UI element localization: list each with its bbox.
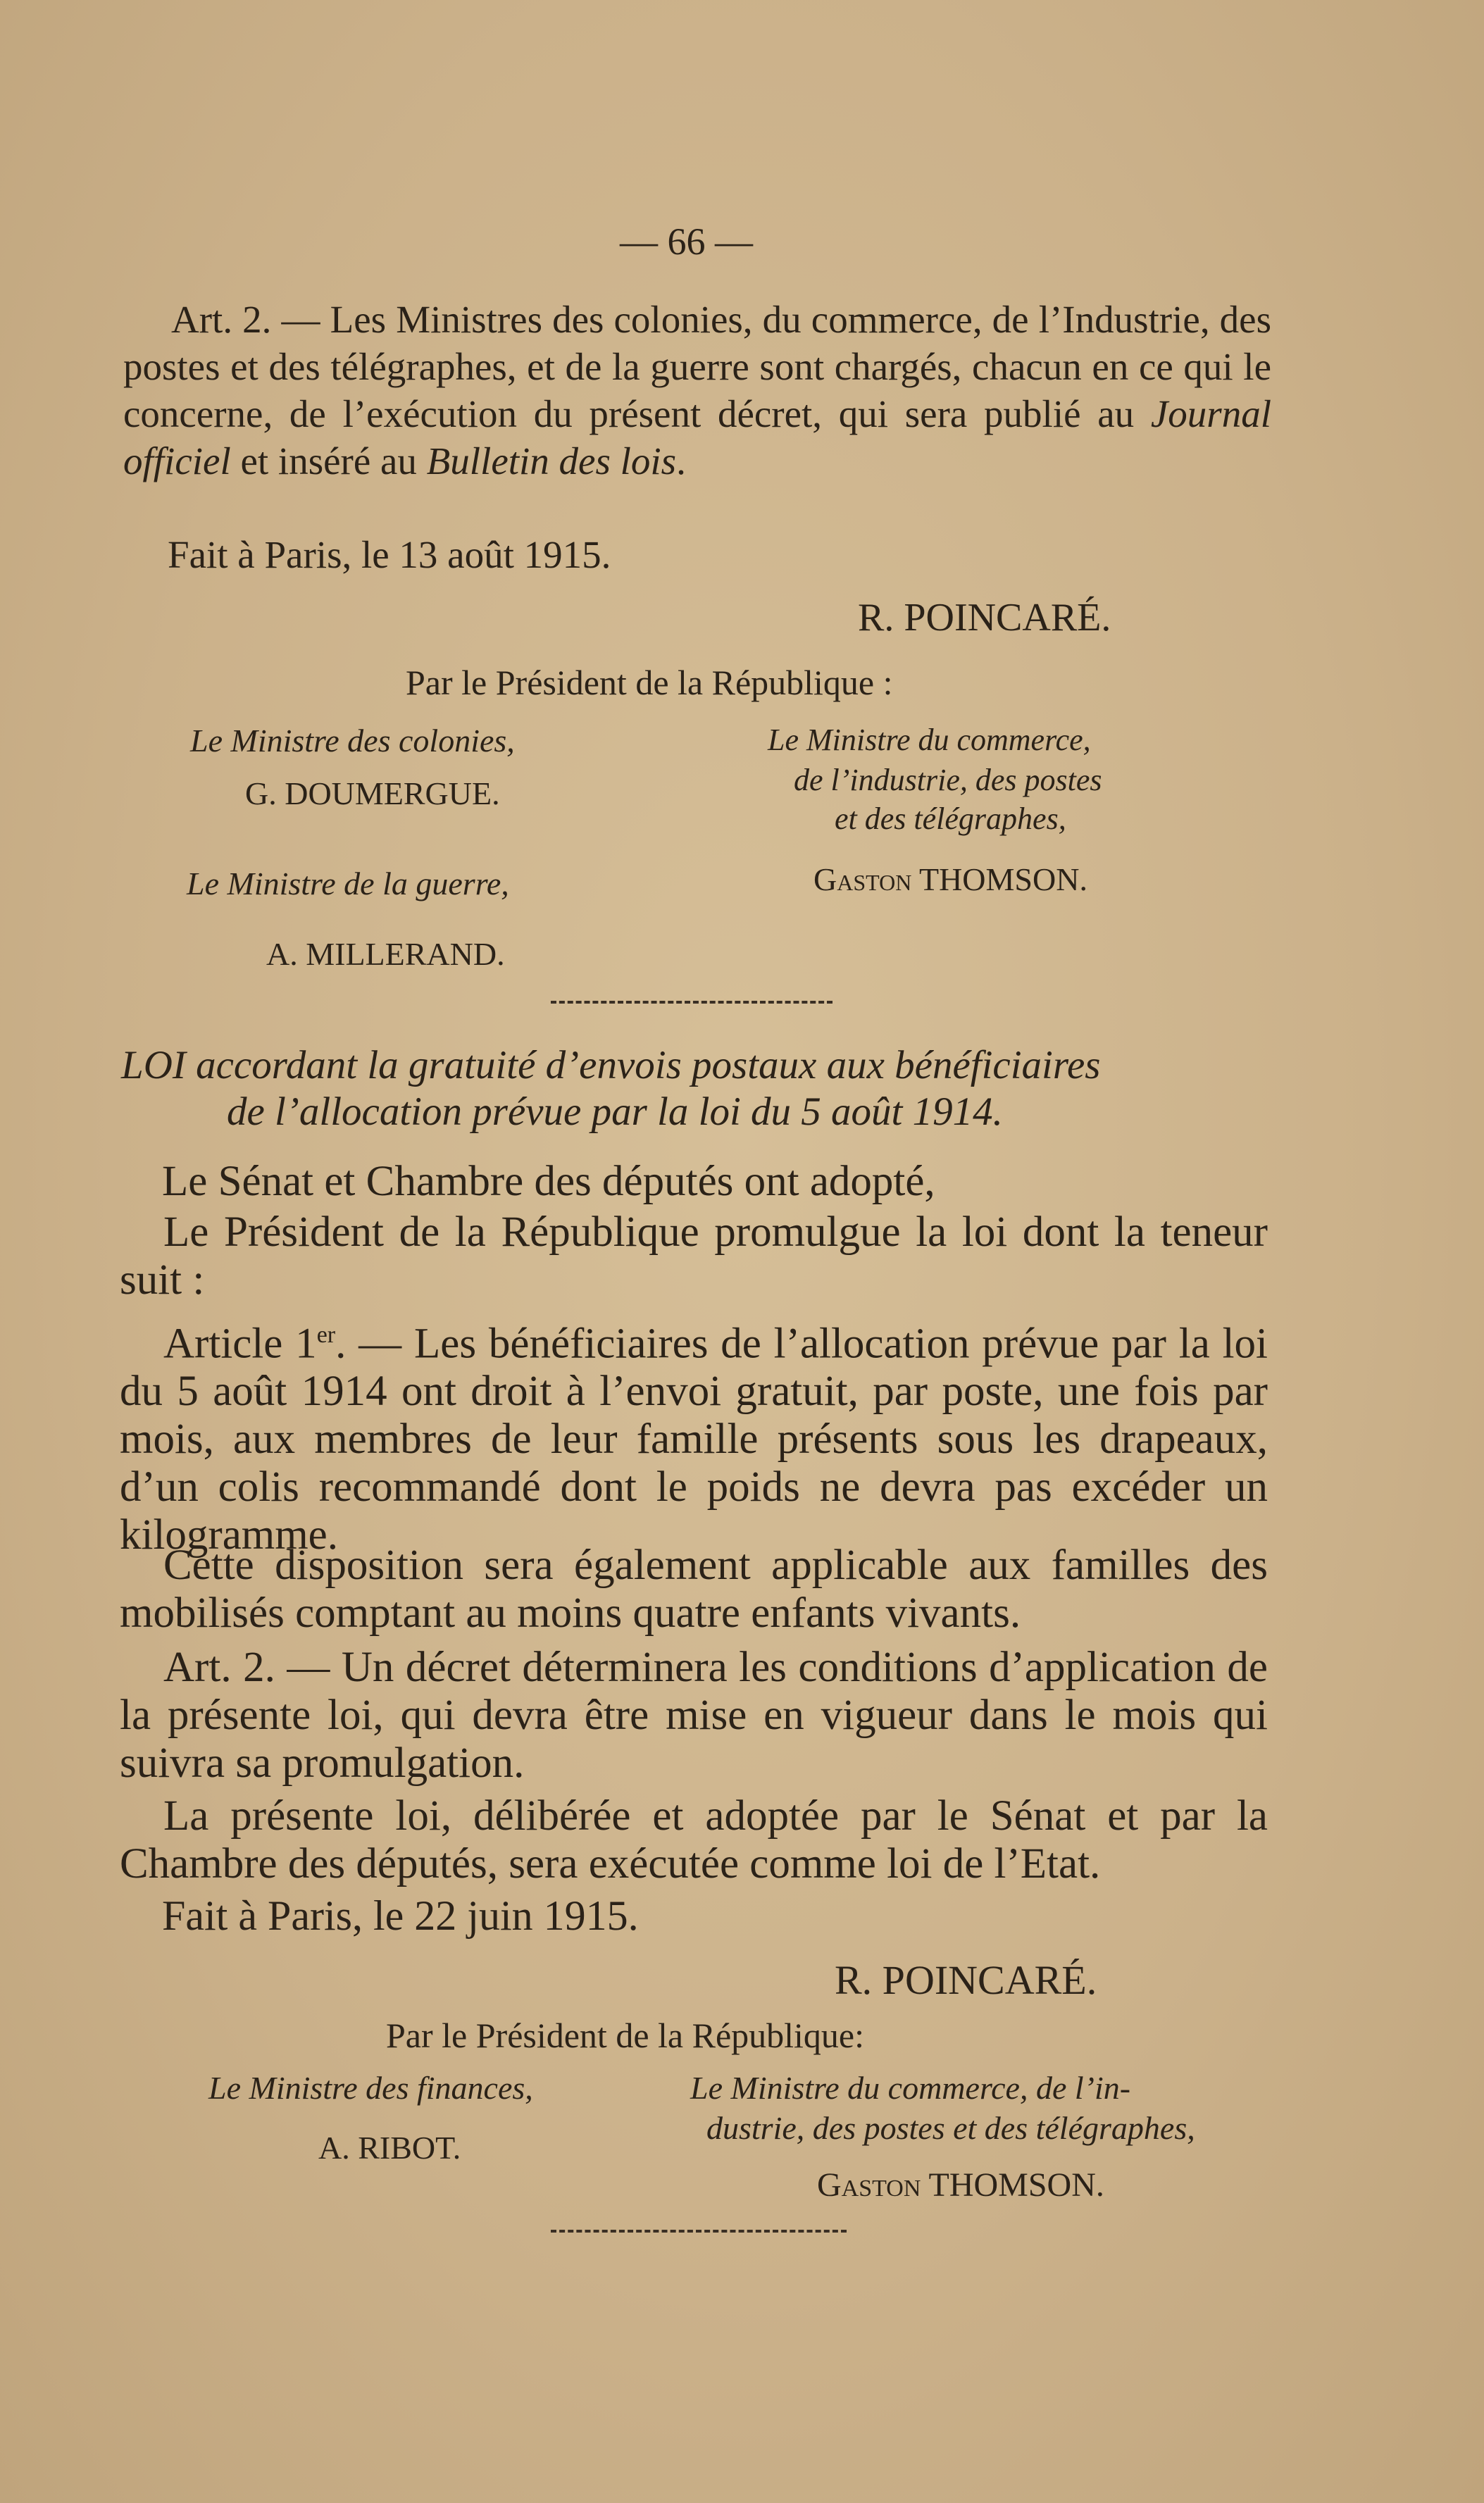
end-divider <box>551 2230 847 2233</box>
loi-article-1 <box>120 1311 1268 1559</box>
loi-fait-line: Fait à Paris, le 22 juin 1915. <box>162 1892 639 1939</box>
section-divider <box>551 1001 833 1004</box>
loi-article-1-text: . — Les bénéficiaires de l’allocation prévue par la loi du 5 août 1914 ont droit à l’envoi gratuit, par poste, une fois par mois, aux membres de leur famille présents sous les drapeaux, d’un colis recommandé dont le poids ne devra pas excéder un kilogramme. <box>120 1320 1268 1559</box>
loi-article-1-label: Article 1 <box>163 1320 317 1368</box>
decree-fait-line: Fait à Paris, le 13 août 1915. <box>168 533 611 576</box>
loi-presente-paragraph: La présente loi, délibérée et adoptée par le Sénat et par la Chambre des députés, sera exécutée comme loi de l’Etat. <box>120 1792 1268 1887</box>
decree-ministre-guerre-title: Le Ministre de la guerre, <box>187 866 509 901</box>
decree-ministre-colonies-name: G. DOUMERGUE. <box>245 775 500 811</box>
decree-par-le-president: Par le Président de la République : <box>406 663 893 702</box>
loi-ministre-commerce-title-2: dustrie, des postes et des télégraphes, <box>706 2110 1195 2146</box>
loi-president-signature: R. POINCARÉ. <box>835 1957 1097 2003</box>
loi-article-1-sup: er <box>316 1322 336 1348</box>
loi-president-paragraph: Le Président de la République promulgue la loi dont la teneur suit : <box>120 1209 1268 1304</box>
loi-title-line-1: LOI accordant la gratuité d’envois postaux aux bénéficiaires <box>121 1043 1101 1087</box>
decree-ministre-commerce-title-3: et des télégraphes, <box>835 801 1066 836</box>
bulletin-des-lois: Bulletin des lois <box>426 439 677 482</box>
journal-officiel: Journal officiel <box>123 392 1271 482</box>
loi-ministre-finances-name: A. RIBOT. <box>318 2130 461 2166</box>
loi-ministre-commerce-title-1: Le Ministre du commerce, de l’in- <box>690 2070 1131 2106</box>
decree-article-2-mid: et inséré au <box>230 439 427 482</box>
decree-ministre-commerce-title-2: de l’industrie, des postes <box>794 763 1102 797</box>
loi-par-le-president: Par le Président de la République: <box>386 2016 865 2055</box>
decree-ministre-commerce-name: Gaston THOMSON. <box>813 861 1087 897</box>
decree-ministre-colonies-title: Le Ministre des colonies, <box>190 723 515 759</box>
decree-article-2-lead: Art. 2. — Les Ministres des colonies, du commerce, de l’Industrie, des postes et des télégraphes, et de la guerre sont chargés, chacun en ce qui le concerne, de l’exécution du présent décret, qui sera publié au <box>123 298 1271 435</box>
loi-disposition-paragraph: Cette disposition sera également applicable aux familles des mobilisés comptant au moins quatre enfants vivants. <box>120 1542 1268 1637</box>
decree-article-2-end: . <box>676 439 686 482</box>
decree-ministre-commerce-title-1: Le Ministre du commerce, <box>768 723 1091 757</box>
decree-ministre-guerre-name: A. MILLERAND. <box>266 936 505 972</box>
loi-title-line-2: de l’allocation prévue par la loi du 5 août 1914. <box>227 1090 1003 1134</box>
loi-article-2: Art. 2. — Un décret déterminera les conditions d’application de la présente loi, qui devra être mise en vigueur dans le mois qui suivra sa promulgation. <box>120 1644 1268 1787</box>
loi-senat-paragraph: Le Sénat et Chambre des députés ont adopté, <box>162 1158 935 1205</box>
loi-ministre-commerce-name: Gaston THOMSON. <box>817 2166 1104 2204</box>
loi-ministre-finances-title: Le Ministre des finances, <box>208 2070 533 2106</box>
decree-president-signature: R. POINCARÉ. <box>858 596 1111 639</box>
page-number: — 66 — <box>620 220 753 263</box>
decree-article-2 <box>123 296 1271 485</box>
